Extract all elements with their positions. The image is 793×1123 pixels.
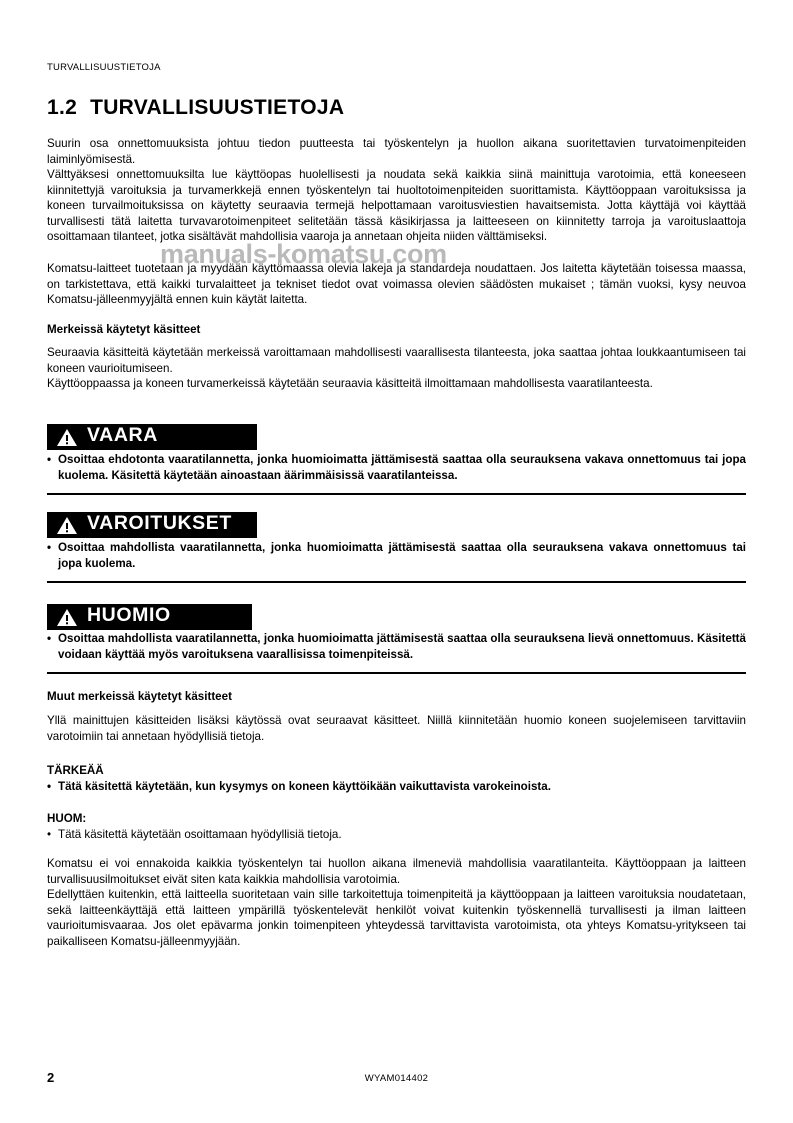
banner-varoitukset xyxy=(47,512,257,538)
signs-paragraph-1 xyxy=(47,345,746,376)
watermark: manuals-komatsu.com xyxy=(160,239,447,269)
note-text xyxy=(47,827,746,843)
other-terms-paragraph-text: Yllä mainittujen käsitteiden lisäksi käytössä ovat seuraavat käsitteet. Niillä kiinnitetään huomio koneen suojelemiseen tarvittaviin varotoimiin tai annetaan hyödyllisiä tietoja. xyxy=(47,714,746,743)
important-text xyxy=(47,779,746,795)
banner-huomio-description-text: • Osoittaa mahdollista vaaratilannetta, jonka huomioimatta jättämisestä saattaa olla seurauksena lievä onnettomuus. Käsitettä voidaan käyttää myös varoituksena vaarallisissa toimenpiteissä. xyxy=(47,631,746,663)
banner-varoitukset-description-text: • Osoittaa mahdollista vaaratilannetta, jonka huomioimatta jättämisestä saattaa olla seurauksena vakava onnettomuus tai jopa kuolema. xyxy=(47,540,746,572)
warning-triangle-icon xyxy=(56,428,78,447)
divider-after-huomio xyxy=(47,672,746,674)
chapter-title-text: TURVALLISUUSTIETOJA xyxy=(90,96,345,119)
closing-paragraph-1-text: Komatsu ei voi ennakoida kaikkia työskentelyn tai huollon aikana ilmeneviä mahdollisia vaaratilanteita. Käyttöoppaan ja laitteen turvallisuusilmoitukset eivät siten kata kaikkia mahdollisia varotoimia. xyxy=(47,857,746,886)
intro-paragraph-3-text: Komatsu-laitteet tuotetaan ja myydään käyttömaassa olevia lakeja ja standardeja noudattaen. Jos laitetta käytetään toisessa maassa, on tarkistettava, että kaikki turvalaitteet ja tekniset tiedot ovat voimassa olevien säädösten mukaiset ; tämän vuoksi, kysy neuvoa Komatsu-jälleenmyyjältä ennen kuin käytät laitetta. xyxy=(47,262,746,307)
warning-triangle-icon xyxy=(56,608,78,627)
intro-paragraph-3 xyxy=(47,261,746,308)
closing-paragraph-2 xyxy=(47,887,746,949)
intro-paragraph-2 xyxy=(47,167,746,245)
signs-section-heading: Merkeissä käytetyt käsitteet xyxy=(47,323,201,336)
important-text-value: • Tätä käsitettä käytetään, kun kysymys on koneen käyttöikään vaikuttavista varokeinoista. xyxy=(47,779,746,795)
warning-triangle-icon xyxy=(56,516,78,535)
signs-paragraph-1-text: Seuraavia käsitteitä käytetään merkeissä varoittamaan mahdollisesti vaarallisesta tilanteesta, joka saattaa johtaa loukkaantumiseen tai koneen vaurioitumiseen. xyxy=(47,346,746,375)
intro-paragraph-1-text: Suurin osa onnettomuuksista johtuu tiedon puutteesta tai työskentelyn ja huollon aikana suoritettavien turvatoimenpiteiden laiminlyömisestä. xyxy=(47,137,746,166)
banner-vaara-description-text: • Osoittaa ehdotonta vaaratilannetta, jonka huomioimatta jättämisestä saattaa olla seurauksena vakava onnettomuus tai jopa kuolema. Käsitettä käytetään ainoastaan äärimmäisissä vaaratilanteissa. xyxy=(47,452,746,484)
chapter-number: 1.2 xyxy=(47,96,78,119)
banner-vaara xyxy=(47,424,257,450)
signs-paragraph-2 xyxy=(47,376,746,392)
banner-vaara-description xyxy=(47,452,746,484)
signs-paragraph-2-text: Käyttöoppaassa ja koneen turvamerkeissä käytetään seuraavia käsitteitä ilmoittamaan mahdollisesta vaaratilanteesta. xyxy=(47,377,653,390)
banner-huomio-description xyxy=(47,631,746,663)
note-text-value: • Tätä käsitettä käytetään osoittamaan hyödyllisiä tietoja. xyxy=(47,827,746,843)
document-code: WYAM014402 xyxy=(364,1073,429,1084)
note-label: HUOM: xyxy=(47,812,87,825)
intro-paragraph-2-text: Välttyäksesi onnettomuuksilta lue käyttöopas huolellisesti ja noudata sekä kaikkia siinä mainittuja varotoimia, että koneeseen kiinnitettyjä varoituksia ja turvamerkkejä ennen työskentelyn tai huoltotoimenpiteiden suorittamista. Käyttöoppaan varoituksissa ja koneen turvailmoituksissa on käytetty seuraavia termejä helpottamaan varoitusviestien havaitsemista. Jotta käyttäjä voi käyttää turvallisesti tätä laitetta turvavarotoimenpiteet selitetään tässä käsikirjassa ja laitteeseen on kiinnitetty tarroja ja varoituslaattoja osoittamaan tilanteet, jotka sisältävät mahdollisia vaaroja ja annetaan ohjeita niiden välttämiseksi. xyxy=(47,168,746,244)
important-label: TÄRKEÄÄ xyxy=(47,764,104,777)
running-head: TURVALLISUUSTIETOJA xyxy=(47,62,161,73)
banner-vaara-label: VAARA xyxy=(87,424,158,447)
other-terms-paragraph xyxy=(47,713,746,744)
banner-varoitukset-description xyxy=(47,540,746,572)
page-title xyxy=(47,96,344,120)
divider-after-vaara xyxy=(47,493,746,495)
divider-after-varoitukset xyxy=(47,581,746,583)
banner-varoitukset-label: VAROITUKSET xyxy=(87,512,232,535)
banner-huomio-label: HUOMIO xyxy=(87,604,171,627)
closing-paragraph-2-text: Edellyttäen kuitenkin, että laitteella suoritetaan vain sille tarkoitettuja toimenpiteitä ja käyttöoppaan ja laitteen varoituksia noudatetaan, sekä laitteenkäyttäjä että laitteen ympärillä työskentelevät henkilöt voivat kuitenkin työskennellä turvallisesti ja ilman laitteen vaurioitumisvaaraa. Jos olet epävarma jonkin toimenpiteen yhteydessä tarvittavista varotoimista, ota yhteys Komatsu-yritykseen tai paikalliseen Komatsu-jälleenmyyjään. xyxy=(47,888,746,948)
intro-paragraph-1 xyxy=(47,136,746,167)
page-number: 2 xyxy=(47,1070,55,1085)
other-terms-heading: Muut merkeissä käytetyt käsitteet xyxy=(47,690,232,703)
closing-paragraph-1 xyxy=(47,856,746,887)
banner-huomio xyxy=(47,604,252,630)
